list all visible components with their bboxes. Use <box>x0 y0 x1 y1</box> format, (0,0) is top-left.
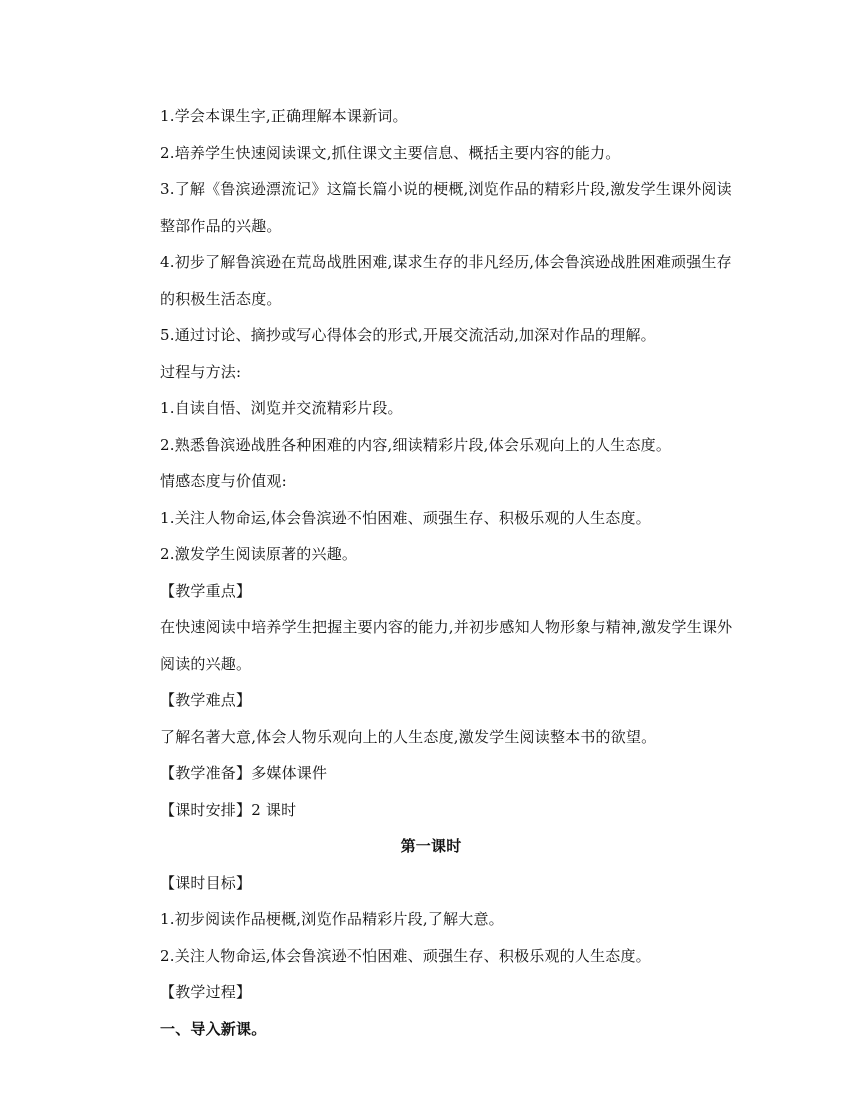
teaching-difficulties-heading: 【教学难点】 <box>160 691 252 709</box>
step-one-heading: 一、导入新课。 <box>160 1019 267 1038</box>
emotion-values-heading: 情感态度与价值观: <box>160 472 287 490</box>
teaching-key-points-text: 在快速阅读中培养学生把握主要内容的能力,并初步感知人物形象与精神,激发学生课外阅读的兴趣。 <box>160 618 733 673</box>
objective-item-2: 2.培养学生快速阅读课文,抓住课文主要信息、概括主要内容的能力。 <box>160 143 621 162</box>
emotion-values-item-2: 2.激发学生阅读原著的兴趣。 <box>160 545 358 563</box>
objective-item-3: 3.了解《鲁滨逊漂流记》这篇长篇小说的梗概,浏览作品的精彩片段,激发学生课外阅读整部作品的兴趣。 <box>160 180 732 235</box>
emotion-values-item-1: 1.关注人物命运,体会鲁滨逊不怕困难、顽强生存、积极乐观的人生态度。 <box>160 508 651 527</box>
objective-item-4: 4.初步了解鲁滨逊在荒岛战胜困难,谋求生存的非凡经历,体会鲁滨逊战胜困难顽强生存的积极生活态度。 <box>160 253 732 308</box>
teaching-process-heading: 【教学过程】 <box>160 983 252 1001</box>
lesson-goal-item-1: 1.初步阅读作品梗概,浏览作品精彩片段,了解大意。 <box>160 910 504 928</box>
lesson-goal-item-2: 2.关注人物命运,体会鲁滨逊不怕困难、顽强生存、积极乐观的人生态度。 <box>160 946 651 965</box>
lesson-schedule: 【课时安排】2 课时 <box>160 800 297 819</box>
objective-item-1: 1.学会本课生字,正确理解本课新词。 <box>160 107 408 125</box>
process-method-item-1: 1.自读自悟、浏览并交流精彩片段。 <box>160 399 403 417</box>
lesson-goal-heading: 【课时目标】 <box>160 873 252 892</box>
lesson-one-title: 第一课时 <box>400 837 462 855</box>
teaching-preparation: 【教学准备】多媒体课件 <box>160 764 328 782</box>
process-method-heading: 过程与方法: <box>160 362 242 381</box>
process-method-item-2: 2.熟悉鲁滨逊战胜各种困难的内容,细读精彩片段,体会乐观向上的人生态度。 <box>160 435 672 454</box>
lesson-plan-body <box>126 98 736 1047</box>
teaching-difficulties-text: 了解名著大意,体会人物乐观向上的人生态度,激发学生阅读整本书的欲望。 <box>160 727 657 746</box>
objective-item-5: 5.通过讨论、摘抄或写心得体会的形式,开展交流活动,加深对作品的理解。 <box>160 326 656 344</box>
teaching-key-points-heading: 【教学重点】 <box>160 581 252 600</box>
